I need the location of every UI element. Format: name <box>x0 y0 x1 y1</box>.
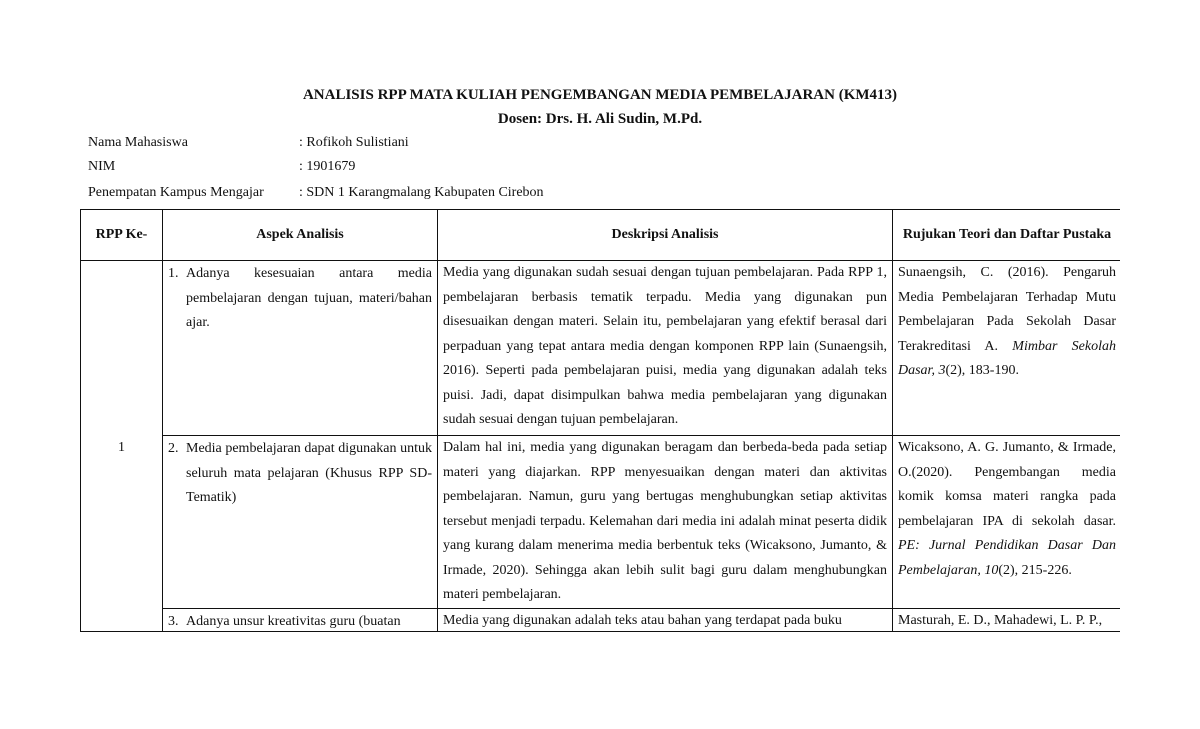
rujukan-plain: Sunaengsih, C. (2016). Pengaruh Media Pembelajaran Terhadap Mutu Pembelajaran Pada Sekolah Dasar Terakreditasi A. <box>898 265 1116 354</box>
aspek-cell <box>163 436 438 609</box>
aspek-number: 2. <box>168 441 179 456</box>
deskripsi-cell <box>438 436 893 609</box>
table-row <box>81 609 1121 633</box>
table-row <box>81 436 1121 609</box>
rujukan-text <box>898 261 1116 384</box>
info-value: : Rofikoh Sulistiani <box>299 135 409 150</box>
analysis-table-container <box>80 209 1120 632</box>
rujukan-journal: Mimbar Sekolah Dasar, 3 <box>898 338 1116 378</box>
rujukan-pages: (2), 215-226. <box>998 562 1072 578</box>
aspek-cell <box>163 261 438 436</box>
aspek-number: 3. <box>168 614 179 629</box>
rujukan-cell <box>893 261 1121 436</box>
info-label: NIM <box>88 159 116 174</box>
rujukan-plain: Wicaksono, A. G. Jumanto, & Irmade, O.(2020). Pengembangan media komik komsa materi rangka pada pembelajaran IPA di sekolah dasar. <box>898 440 1116 529</box>
aspek-number: 1. <box>168 266 179 281</box>
deskripsi-cell <box>438 261 893 436</box>
rujukan-cell <box>893 609 1121 633</box>
header-deskripsi: Deskripsi Analisis <box>438 210 893 261</box>
info-value: : 1901679 <box>299 159 356 174</box>
aspek-text: Media pembelajaran dapat digunakan untuk seluruh mata pelajaran (Khusus RPP SD-Tematik) <box>186 441 432 505</box>
aspek-text: Adanya unsur kreativitas guru (buatan <box>186 614 401 629</box>
rpp-number-cell <box>81 261 163 633</box>
aspek-cell <box>163 609 438 633</box>
header-rujukan: Rujukan Teori dan Daftar Pustaka <box>893 210 1121 261</box>
table-row <box>81 261 1121 436</box>
aspek-text: Adanya kesesuaian antara media pembelajaran dengan tujuan, materi/bahan ajar. <box>186 266 432 330</box>
header-aspek: Aspek Analisis <box>163 210 438 261</box>
rujukan-text <box>898 609 1116 632</box>
info-label: Penempatan Kampus Mengajar <box>88 185 264 200</box>
document-subtitle: Dosen: Drs. H. Ali Sudin, M.Pd. <box>497 111 703 127</box>
rujukan-plain: Masturah, E. D., Mahadewi, L. P. P., <box>898 613 1103 628</box>
analysis-table <box>80 209 1120 632</box>
deskripsi-text: Dalam hal ini, media yang digunakan beragam dan berbeda-beda pada setiap materi yang diajarkan. RPP menyesuaikan dengan materi dan aktivitas pembelajaran. Namun, guru yang bertugas menghubungkan setiap aktivitas tersebut menjadi terpadu. Kelemahan dari media ini adalah minat peserta didik yang kurang dalam menerima media berbentuk teks (Wicaksono, Jumanto, & Irmade, 2020). Sehingga akan lebih sulit bagi guru dalam menghubungkan materi pembelajaran. <box>443 440 887 602</box>
info-value: : SDN 1 Karangmalang Kabupaten Cirebon <box>299 185 544 200</box>
rpp-number: 1 <box>118 439 125 455</box>
deskripsi-text: Media yang digunakan adalah teks atau bahan yang terdapat pada buku <box>443 613 842 628</box>
deskripsi-cell <box>438 609 893 633</box>
info-label: Nama Mahasiswa <box>88 135 188 150</box>
table-header-row <box>81 210 1121 261</box>
deskripsi-text: Media yang digunakan sudah sesuai dengan tujuan pembelajaran. Pada RPP 1, pembelajaran berbasis tematik terpadu. Media yang digunakan pun disesuaikan dengan materi. Selain itu, pembelajaran yang efektif berasal dari perpaduan yang tepat antara media dengan komponen RPP lain (Sunaengsih, 2016). Seperti pada pembelajaran puisi, media yang digunakan adalah teks puisi. Jadi, dapat disimpulkan bahwa media pembelajaran yang digunakan sudah sesuai dengan tujuan pembelajaran. <box>443 265 887 427</box>
rujukan-pages: (2), 183-190. <box>945 363 1019 378</box>
rujukan-journal: PE: Jurnal Pendidikan Dasar Dan Pembelajaran, 10 <box>898 538 1116 578</box>
rujukan-cell <box>893 436 1121 609</box>
rujukan-text <box>898 436 1116 583</box>
header-rpp: RPP Ke- <box>81 210 163 261</box>
document-title: ANALISIS RPP MATA KULIAH PENGEMBANGAN MEDIA PEMBELAJARAN (KM413) <box>302 87 898 103</box>
